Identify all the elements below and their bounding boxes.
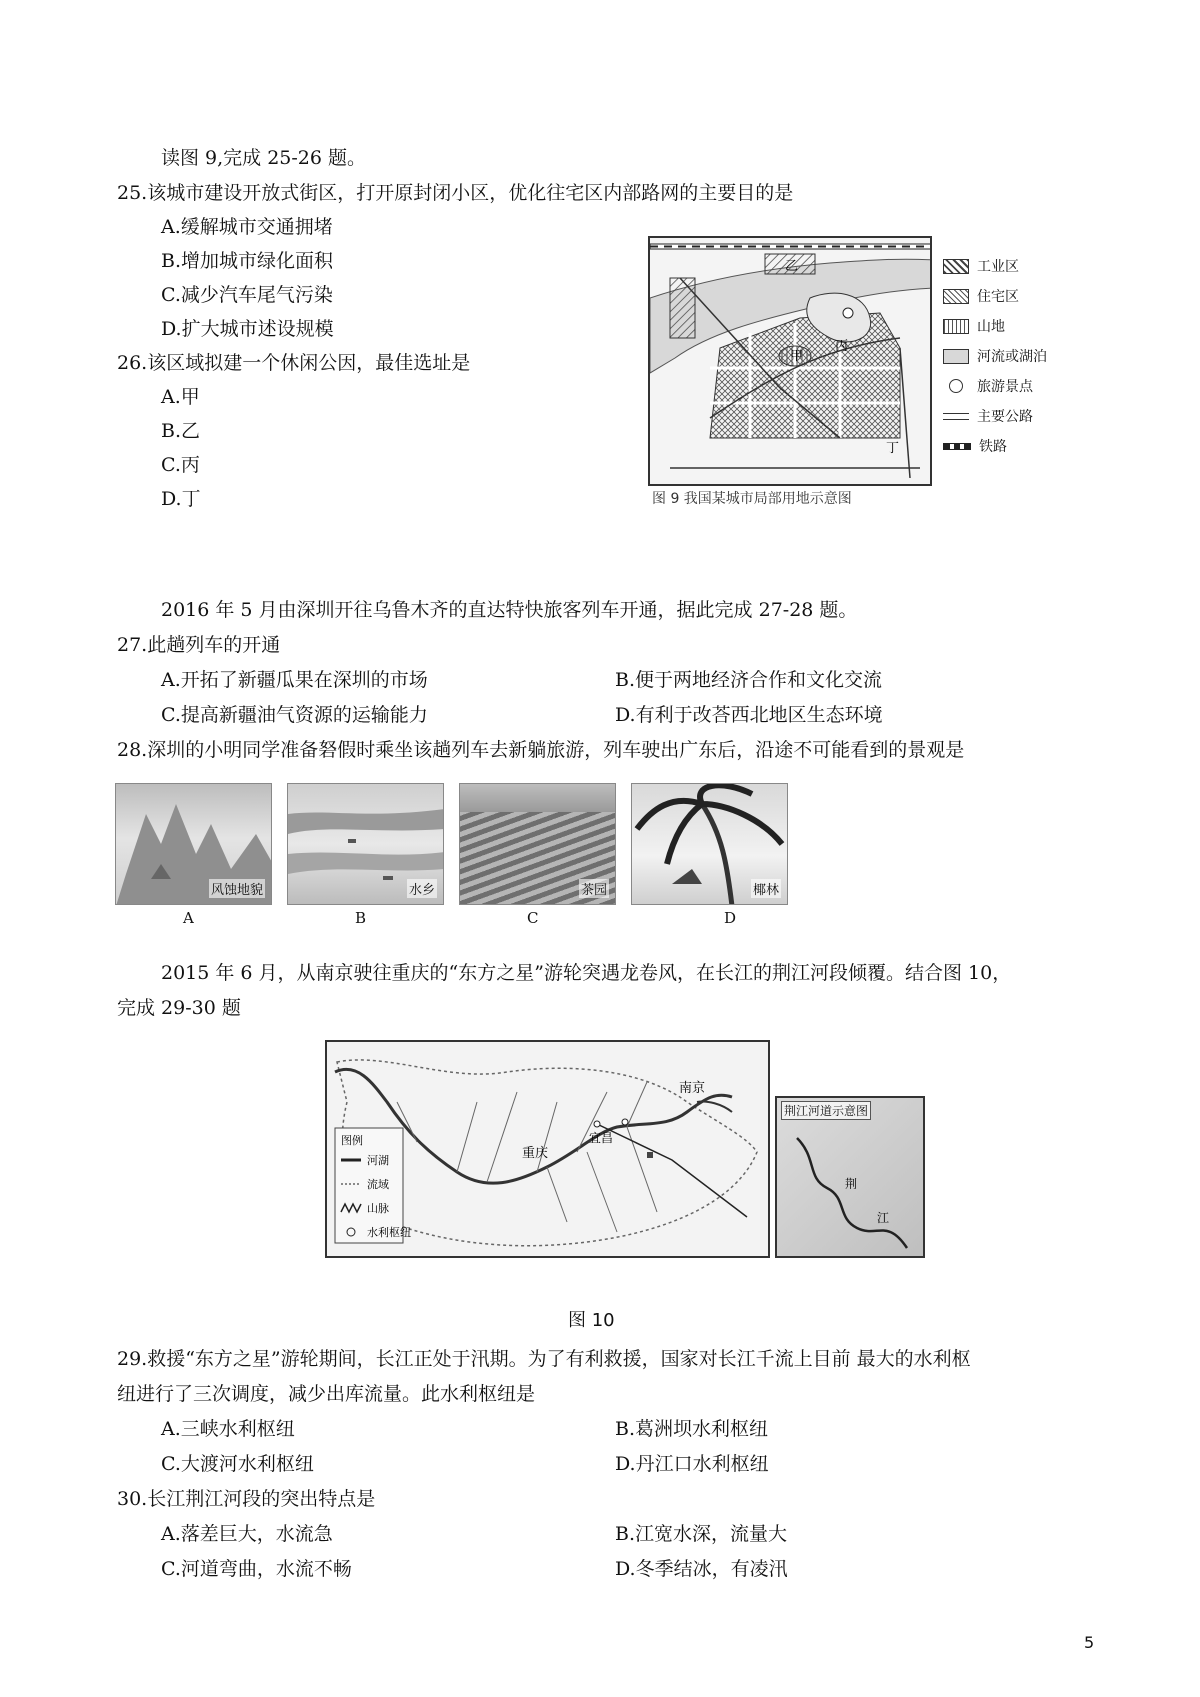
legend-label-railway: 铁路 — [979, 439, 1007, 455]
figure-9-caption: 图 9 我国某城市局部用地示意图 — [652, 491, 852, 507]
question-26-stem: 26.该区域拟建一个休闲公因，最佳选址是 — [117, 352, 471, 374]
q30-option-b: B.江宽水深，流量大 — [615, 1523, 788, 1545]
photo-c-letter: C — [527, 909, 539, 927]
jingjiang-river-icon — [777, 1098, 923, 1256]
mountain-pattern-icon — [943, 319, 969, 334]
map-label-ding: 丁 — [886, 441, 900, 456]
question-29-stem-line1: 29.救援“东方之星”游轮期间，长江正处于汛期。为了有利救援，国家对长江千流上目前 最大的水利枢 — [117, 1348, 971, 1370]
q29-option-c: C.大渡河水利枢纽 — [161, 1453, 314, 1475]
photo-b-letter: B — [355, 909, 367, 927]
q25-option-d: D.扩大城市述设规模 — [161, 318, 334, 340]
legend-label-mountain: 山地 — [977, 319, 1005, 335]
map-label-jia: 甲 — [790, 349, 804, 364]
photo-d-letter: D — [724, 909, 737, 927]
q27-option-a: A.开拓了新疆瓜果在深圳的市场 — [161, 669, 428, 691]
q25-option-a: A.缓解城市交通拥堵 — [161, 216, 333, 238]
photo-a-wind-erosion — [115, 783, 272, 905]
residential-crosshatch-icon — [943, 289, 969, 304]
photo-a-letter: A — [183, 909, 194, 927]
legend-label-industrial: 工业区 — [977, 259, 1019, 275]
question-30-stem: 30.长江荆江河段的突出特点是 — [117, 1488, 376, 1510]
intro-text-3-line2: 完成 29-30 题 — [117, 997, 241, 1019]
yangtze-basin-map — [325, 1040, 770, 1258]
q29-option-b: B.葛洲坝水利枢纽 — [615, 1418, 769, 1440]
q27-option-b: B.便于两地经济合作和文化交流 — [615, 669, 883, 691]
q27-option-d: D.有利于改荅西北地区生态环境 — [615, 704, 883, 726]
figure-9 — [648, 236, 1055, 516]
legend-label-residential: 住宅区 — [977, 289, 1019, 305]
photo-c-caption: 茶园 — [579, 879, 609, 898]
industrial-hatch-icon — [943, 259, 969, 274]
legend-lake-river: 河湖 — [367, 1154, 389, 1167]
legend-mountain: 山脉 — [367, 1202, 389, 1215]
intro-text-3-line1: 2015 年 6 月，从南京驶往重庆的“东方之星”游轮突遇龙卷风，在长江的荆江河段倾覆。结合图 10， — [161, 962, 1012, 984]
label-yichang: 宜昌 — [589, 1131, 614, 1145]
jingjiang-inset-map — [775, 1096, 925, 1258]
water-fill-icon — [943, 349, 969, 364]
q30-option-a: A.落差巨大，水流急 — [161, 1523, 333, 1545]
legend-label-water: 河流或湖泊 — [977, 349, 1047, 365]
q25-option-c: C.减少汽车尾气污染 — [161, 284, 333, 306]
q29-option-d: D.丹江口水利枢纽 — [615, 1453, 769, 1475]
intro-text-2: 2016 年 5 月由深圳开往乌鲁木齐的直达特快旅客列车开通，据此完成 27-28 题。 — [161, 599, 858, 621]
legend-label-road: 主要公路 — [977, 409, 1033, 425]
label-nanjing: 南京 — [679, 1081, 706, 1096]
photo-d-caption: 椰林 — [751, 879, 781, 898]
railway-line-icon — [943, 443, 971, 450]
legend-basin: 流域 — [367, 1178, 389, 1191]
photo-c-tea-garden — [459, 783, 616, 905]
page-number: 5 — [1084, 1633, 1095, 1652]
figure-9-map — [648, 236, 932, 486]
question-27-stem: 27.此趟列车的开通 — [117, 634, 281, 656]
figure-10-caption: 图 10 — [568, 1310, 615, 1331]
q26-option-d: D.丁 — [161, 488, 201, 510]
q30-option-c: C.河道弯曲，水流不畅 — [161, 1558, 352, 1580]
q26-option-c: C.丙 — [161, 454, 200, 476]
q25-option-b: B.增加城市绿化面积 — [161, 250, 334, 272]
question-29-stem-line2: 纽进行了三次调度，减少出库流量。此水利枢纽是 — [117, 1383, 536, 1405]
inset-label-jiang: 江 — [877, 1211, 890, 1225]
photo-b-water-town — [287, 783, 444, 905]
legend-title: 图例 — [341, 1134, 363, 1147]
q26-option-b: B.乙 — [161, 420, 201, 442]
photo-a-caption: 风蚀地貌 — [209, 879, 265, 898]
double-line-icon — [943, 413, 969, 420]
question-28-stem: 28.深圳的小明同学准备砮假时乘坐该趟列车去新躺旅游，列车驶出广东后，沿途不可能看到的景观是 — [117, 739, 965, 761]
inset-label-jing: 荆 — [845, 1177, 858, 1191]
figure-10 — [325, 1040, 925, 1305]
label-chongqing: 重庆 — [522, 1146, 549, 1161]
photo-d-coconut-grove — [631, 783, 788, 905]
legend-hydro: 水利枢纽 — [367, 1226, 411, 1239]
map-label-yi: 乙 — [785, 259, 799, 274]
map-label-bing: 丙 — [835, 339, 849, 354]
q26-option-a: A.甲 — [161, 386, 200, 408]
inset-title: 荆江河道示意图 — [781, 1101, 871, 1120]
q30-option-d: D.冬季结冰，有凌汛 — [615, 1558, 788, 1580]
intro-text: 读图 9,完成 25-26 题。 — [161, 147, 367, 169]
q28-photo-strip — [115, 783, 795, 938]
question-25-stem: 25.该城市建设开放式街区，打开原封闭小区，优化往宅区内部路网的主要目的是 — [117, 182, 794, 204]
legend-label-scenic: 旅游景点 — [977, 379, 1033, 395]
figure-9-legend — [943, 256, 1055, 456]
q27-option-c: C.提高新疆油气资源的运输能力 — [161, 704, 428, 726]
circle-outline-icon — [949, 379, 963, 393]
photo-b-caption: 水乡 — [407, 879, 437, 898]
q29-option-a: A.三峡水利枢纽 — [161, 1418, 295, 1440]
